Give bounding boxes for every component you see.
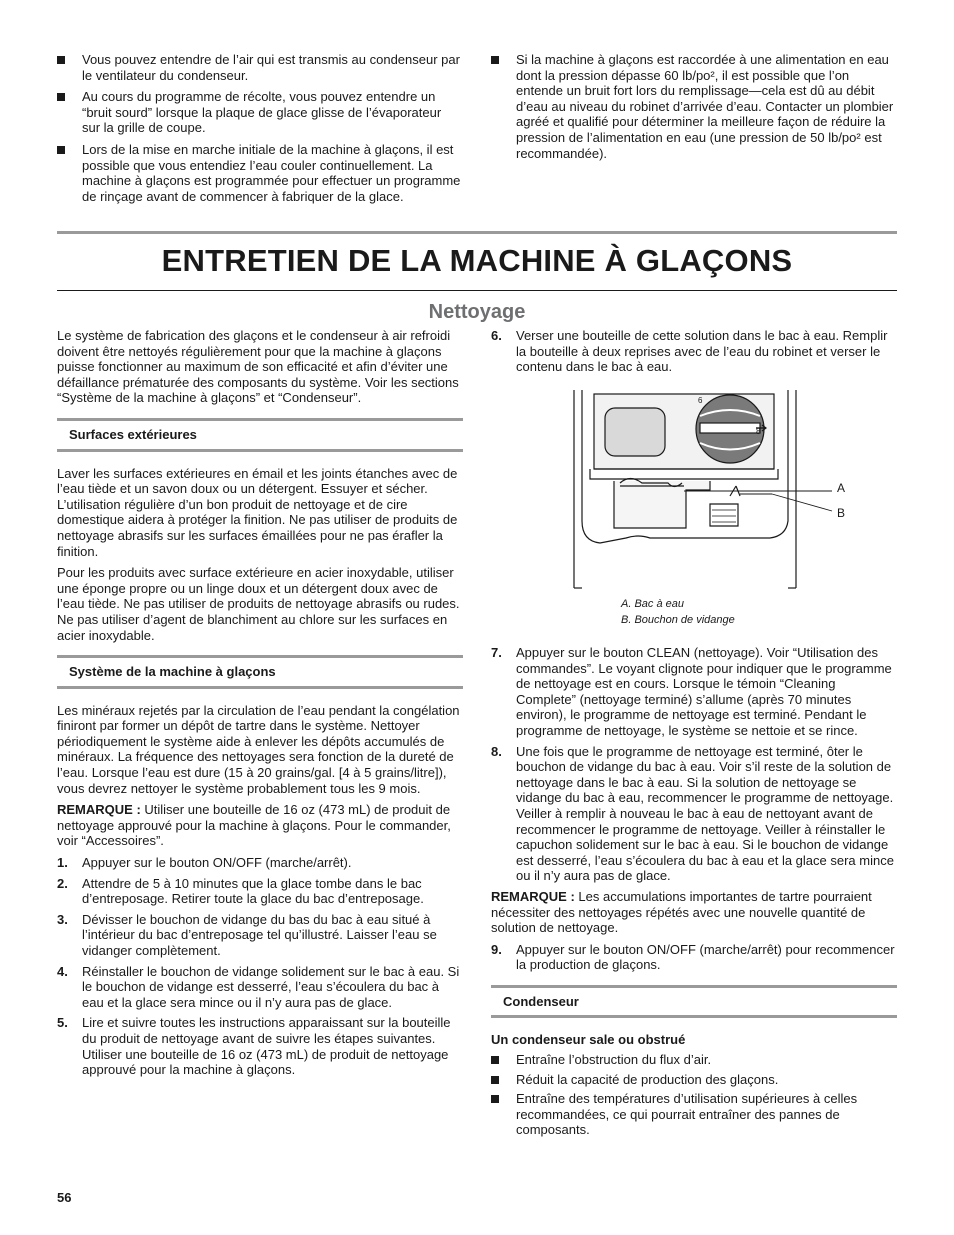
- top-bullets-left: [57, 52, 462, 210]
- steps-right: [491, 645, 897, 884]
- step-9-list: [491, 942, 897, 973]
- square-bullet-icon: [57, 56, 65, 64]
- left-column: [57, 328, 463, 1083]
- list-item: 1. Appuyer sur le bouton ON/OFF (marche/arrêt).: [57, 855, 352, 871]
- list-item: Si la machine à glaçons est raccordée à une alimentation en eau dont la pression dépasse 60 lb/po², il est possible que l’on entende un bruit fort lors du remplissage—cela est dû au débit d’eau au niveau du robinet d’arrivée d’eau. Contacter un plombier agréé et qualifié pour déterminer la meilleure façon de réduire la pression de l’alimentation en eau (une pression de 50 lb/po² est recommandée).: [491, 52, 897, 161]
- list-item: 9. Appuyer sur le bouton ON/OFF (marche/arrêt) pour recommencer la production de glaçons.: [491, 941, 895, 973]
- list-item: Vous pouvez entendre de l’air qui est transmis au condenseur par le ventilateur du condenseur.: [57, 52, 462, 83]
- top-bullet-list-left: [57, 52, 462, 204]
- step-6-list: [491, 328, 897, 375]
- exterior-heading: Surfaces extérieures: [57, 418, 463, 452]
- water-trough-illustration: [560, 386, 860, 596]
- dial-label-top: 6: [698, 396, 703, 405]
- step-number: 9.: [491, 941, 502, 957]
- page-number: 56: [57, 1190, 72, 1205]
- list-item: 6. Verser une bouteille de cette solution dans le bac à eau. Remplir la bouteille à deux reprises avec de l’eau du robinet et verser le contenu dans le bac à eau.: [491, 328, 888, 375]
- cleaning-note: [491, 889, 897, 936]
- list-item: 4. Réinstaller le bouchon de vidange solidement sur le bac à eau. Si le bouchon de vidange est desserré, l’eau s’écoulera du bac à eau et la glace sera mince ou il n’y aura pas de glace.: [57, 963, 460, 1010]
- step-number: 5.: [57, 1015, 68, 1031]
- figure-caption: [621, 596, 861, 628]
- system-note: [57, 802, 463, 849]
- list-item: 7. Appuyer sur le bouton CLEAN (nettoyage). Voir “Utilisation des commandes”. Le voyant clignote pour indiquer que le programme de nettoyage est en cours. Lorsque le témoin “Cleaning Complete” (nettoyage terminé) s’allume (après 70 minutes environ), le programme de nettoyage est terminé. Pendant le programme de nettoyage, le système se nettoie et se rince.: [491, 645, 892, 738]
- list-item: 3. Dévisser le bouchon de vidange du bas du bac à eau situé à l’intérieur du bac d’entreposage tel qu’illustré. Laisser l’eau se vidanger complètement.: [57, 911, 437, 958]
- system-heading: Système de la machine à glaçons: [57, 655, 463, 689]
- top-bullet-list-right: [491, 52, 897, 161]
- square-bullet-icon: [57, 93, 65, 101]
- page-title: ENTRETIEN DE LA MACHINE À GLAÇONS: [161, 243, 793, 278]
- square-bullet-icon: [491, 1076, 499, 1084]
- section-subtitle: Nettoyage: [428, 301, 526, 323]
- caption-b: B. Bouchon de vidange: [621, 614, 735, 626]
- square-bullet-icon: [491, 1056, 499, 1064]
- list-item: Au cours du programme de récolte, vous pouvez entendre un “bruit sourd” lorsque la plaque de glace glisse de l’évaporateur sur la grille de coupe.: [57, 89, 462, 136]
- step-number: 7.: [491, 645, 502, 660]
- condenser-heading: Condenseur: [491, 985, 897, 1019]
- step-number: 1.: [57, 855, 68, 871]
- exterior-paragraph-2: Pour les produits avec surface extérieure en acier inoxydable, utiliser une éponge propre ou un linge doux et un détergent doux avec de l’eau tiède. Ne pas utiliser de produits de nettoyage abrasifs ou rudes. Ne pas utiliser d’agent de blanchiment au chlore sur les surfaces en acier inoxydable.: [57, 565, 460, 643]
- callout-a: A: [837, 481, 846, 495]
- title-rule-bottom: [57, 290, 897, 291]
- square-bullet-icon: [57, 146, 65, 154]
- top-bullets-right: [491, 52, 897, 167]
- step-number: 4.: [57, 963, 68, 979]
- square-bullet-icon: [491, 1095, 499, 1103]
- list-item: 5. Lire et suivre toutes les instructions apparaissant sur la bouteille du produit de nettoyage avant de suivre les étapes suivantes. Utiliser une bouteille de 16 oz (473 mL) de produit de nettoyage approuvé pour la machine à glaçons.: [57, 1015, 451, 1078]
- list-item: Entraîne l’obstruction du flux d’air.: [491, 1052, 897, 1068]
- note-label: REMARQUE :: [491, 888, 575, 904]
- condenser-bullets: [491, 1052, 897, 1138]
- right-column-bottom: [491, 645, 897, 1142]
- title-rule-top: [57, 231, 897, 234]
- system-paragraph: Les minéraux rejetés par la circulation de l’eau pendant la congélation finiront par former un dépôt de tartre dans le système. Nettoyer périodiquement le système aide à enlever les dépôts accumulés de minéraux. La fréquence des nettoyages sera fonction de la dureté de l’eau. Lorsque l’eau est dure (15 à 20 grains/gal. [4 à 5 grains/litre]), vous devrez nettoyer le système probablement tous les 9 mois.: [57, 702, 460, 796]
- steps-left: [57, 855, 463, 1078]
- caption-a: A. Bac à eau: [621, 598, 684, 610]
- ice-maker-figure: [560, 386, 860, 596]
- step-number: 2.: [57, 875, 68, 891]
- condenser-subheading: Un condenseur sale ou obstrué: [491, 1032, 686, 1048]
- step-number: 8.: [491, 743, 502, 759]
- note-text: Utiliser une bouteille de 16 oz (473 mL) de produit de nettoyage approuvé pour la machine à glaçons. Pour le commander, voir “Accessoires”.: [57, 802, 451, 849]
- intro-paragraph: Le système de fabrication des glaçons et le condenseur à air refroidi doivent être nettoyés régulièrement pour que la machine à glaçons puisse fonctionner au maximum de son efficacité et afin d’éviter une défaillance prématurée des composants du système. Voir les sections “Système de la machine à glaçons” et “Condenseur”.: [57, 328, 459, 406]
- exterior-paragraph-1: Laver les surfaces extérieures en émail et les joints étanches avec de l’eau tiède et un savon doux ou un détergent. Essuyer et sécher. L’utilisation régulière d’un bon produit de nettoyage et de cire domestique aidera à protéger la finition. Ne pas utiliser de produits de nettoyage abrasifs sur les surfaces émaillées pour ne pas érafler la finition.: [57, 465, 458, 559]
- note-label: REMARQUE :: [57, 802, 141, 818]
- list-item: Réduit la capacité de production des glaçons.: [491, 1072, 897, 1088]
- list-item: 2. Attendre de 5 à 10 minutes que la glace tombe dans le bac d’entreposage. Retirer toute la glace du bac d’entreposage.: [57, 875, 424, 907]
- right-column-top: [491, 328, 897, 380]
- square-bullet-icon: [491, 56, 499, 64]
- list-item: 8. Une fois que le programme de nettoyage est terminé, ôter le bouchon de vidange du bac à eau. Voir s’il reste de la solution de nettoyage dans le bac à eau. Si la solution de nettoyage se vidange du bac à eau, recommencer le programme de nettoyage. Veiller à remplir à nouveau le bac à eau de nettoyant avant de recommencer le programme de nettoyage. Veiller à réinstaller le capuchon solidement sur le bac à eau. Si le bouchon de vidange est desserré, l’eau s’écoulera du bac à eau et la glace sera mince ou il n’y aura pas de glace.: [491, 743, 894, 884]
- step-number: 6.: [491, 328, 502, 343]
- list-item: Lors de la mise en marche initiale de la machine à glaçons, il est possible que vous entendiez l’eau couler continuellement. La machine à glaçons est programmée pour effectuer un programme de rinçage avant de commencer à fabriquer de la glace.: [57, 142, 462, 204]
- dial-label-right: 8: [756, 427, 761, 436]
- step-number: 3.: [57, 911, 68, 927]
- note-text: Les accumulations importantes de tartre pourraient nécessiter des nettoyages répétés avec une nouvelle quantité de solution de nettoyage.: [491, 888, 872, 936]
- callout-b: B: [837, 506, 846, 520]
- list-item: Entraîne des températures d’utilisation supérieures à celles recommandées, ce qui pourrait entraîner des pannes de composants.: [491, 1091, 897, 1138]
